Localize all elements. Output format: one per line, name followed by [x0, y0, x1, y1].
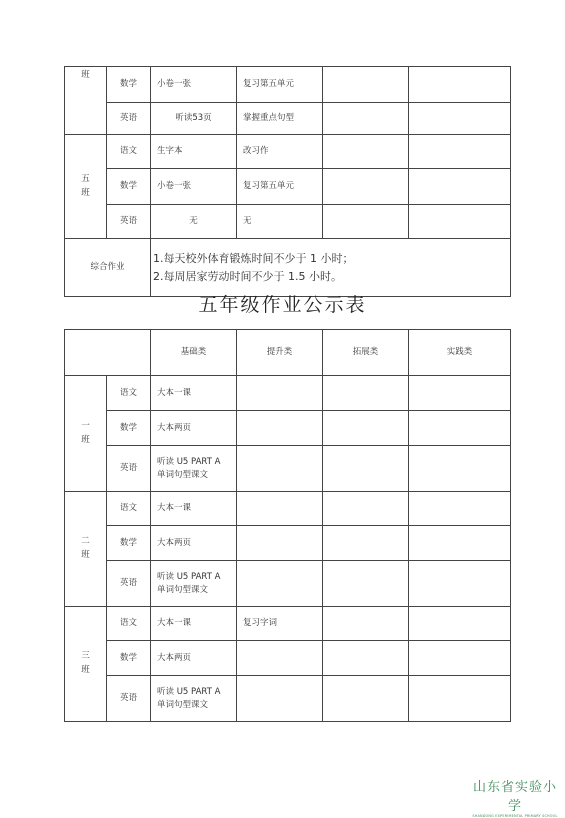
table-row: [65, 526, 511, 561]
top-homework-table: [64, 66, 511, 297]
subject-cell: 英语: [107, 446, 151, 492]
basic-cell: 大本一课: [151, 376, 237, 411]
table-row: [65, 492, 511, 526]
improve-cell: [237, 561, 323, 607]
subject-cell: 数学: [107, 169, 151, 205]
school-name-english: SHANDONG EXPERIMENTAL PRIMARY SCHOOL: [472, 814, 558, 818]
basic-cell: 听读 U5 PART A 单词句型课文: [151, 446, 237, 492]
improve-cell: 掌握重点句型: [237, 103, 323, 135]
extend-cell: [323, 103, 409, 135]
basic-cell: 小卷一张: [151, 67, 237, 103]
practice-cell: [409, 526, 511, 561]
practice-cell: [409, 135, 511, 169]
basic-cell: 生字本: [151, 135, 237, 169]
table-row: [65, 103, 511, 135]
practice-cell: [409, 641, 511, 676]
extend-cell: [323, 67, 409, 103]
header-improve: 提升类: [237, 330, 323, 376]
table-row: [65, 561, 511, 607]
practice-cell: [409, 676, 511, 722]
improve-cell: 复习第五单元: [237, 169, 323, 205]
improve-cell: [237, 526, 323, 561]
subject-cell: 语文: [107, 376, 151, 411]
header-basic: 基础类: [151, 330, 237, 376]
basic-cell: 无: [151, 205, 237, 239]
subject-cell: 英语: [107, 676, 151, 722]
table-row: [65, 676, 511, 722]
class-5-label: 五班: [65, 135, 107, 239]
subject-cell: 语文: [107, 492, 151, 526]
practice-cell: [409, 492, 511, 526]
school-logo: [470, 776, 560, 818]
improve-cell: [237, 676, 323, 722]
basic-cell: 小卷一张: [151, 169, 237, 205]
extend-cell: [323, 446, 409, 492]
improve-cell: [237, 641, 323, 676]
school-name: 山东省实验小学: [472, 780, 557, 814]
improve-cell: 复习第五单元: [237, 67, 323, 103]
extend-cell: [323, 526, 409, 561]
practice-cell: [409, 103, 511, 135]
table-row: [65, 205, 511, 239]
improve-cell: [237, 376, 323, 411]
extend-cell: [323, 376, 409, 411]
extend-cell: [323, 135, 409, 169]
practice-cell: [409, 169, 511, 205]
table-row: [65, 607, 511, 641]
table-row: [65, 446, 511, 492]
practice-cell: [409, 607, 511, 641]
basic-cell: 听读53页: [151, 103, 237, 135]
class-3-label: 三班: [65, 607, 107, 722]
header-practice: 实践类: [409, 330, 511, 376]
basic-cell: 大本两页: [151, 641, 237, 676]
subject-cell: 语文: [107, 607, 151, 641]
subject-cell: 数学: [107, 526, 151, 561]
practice-cell: [409, 561, 511, 607]
class-2-label: 二班: [65, 492, 107, 607]
extend-cell: [323, 492, 409, 526]
grade5-homework-table: [64, 329, 511, 722]
improve-cell: 改习作: [237, 135, 323, 169]
table-row: [65, 135, 511, 169]
improve-cell: 复习字词: [237, 607, 323, 641]
subject-cell: 数学: [107, 411, 151, 446]
basic-cell: 大本一课: [151, 607, 237, 641]
subject-cell: 语文: [107, 135, 151, 169]
class-4-label: 班: [65, 67, 107, 135]
extend-cell: [323, 411, 409, 446]
extend-cell: [323, 169, 409, 205]
table-row: [65, 641, 511, 676]
basic-cell: 大本两页: [151, 411, 237, 446]
extend-cell: [323, 205, 409, 239]
corner-cell: [65, 330, 151, 376]
table-row: [65, 67, 511, 103]
table-row: [65, 169, 511, 205]
summary-label: 综合作业: [65, 239, 151, 297]
practice-cell: [409, 411, 511, 446]
subject-cell: 英语: [107, 205, 151, 239]
practice-cell: [409, 67, 511, 103]
basic-cell: 听读 U5 PART A 单词句型课文: [151, 676, 237, 722]
improve-cell: [237, 492, 323, 526]
practice-cell: [409, 205, 511, 239]
subject-cell: 数学: [107, 641, 151, 676]
page-title: 五年级作业公示表: [198, 294, 367, 316]
header-row: [65, 330, 511, 376]
summary-line-1: 1.每天校外体育锻炼时间不少于 1 小时；: [153, 251, 354, 265]
extend-cell: [323, 641, 409, 676]
summary-content: [151, 239, 511, 297]
subject-cell: 英语: [107, 561, 151, 607]
practice-cell: [409, 376, 511, 411]
basic-cell: 大本一课: [151, 492, 237, 526]
subject-cell: 数学: [107, 67, 151, 103]
improve-cell: [237, 411, 323, 446]
header-extend: 拓展类: [323, 330, 409, 376]
extend-cell: [323, 607, 409, 641]
extend-cell: [323, 561, 409, 607]
improve-cell: [237, 446, 323, 492]
practice-cell: [409, 446, 511, 492]
subject-cell: 英语: [107, 103, 151, 135]
basic-cell: 大本两页: [151, 526, 237, 561]
basic-cell: 听读 U5 PART A 单词句型课文: [151, 561, 237, 607]
table-row: [65, 411, 511, 446]
summary-row: [65, 239, 511, 297]
extend-cell: [323, 676, 409, 722]
summary-line-2: 2.每周居家劳动时间不少于 1.5 小时。: [153, 269, 342, 283]
table-row: [65, 376, 511, 411]
class-1-label: 一班: [65, 376, 107, 492]
improve-cell: 无: [237, 205, 323, 239]
